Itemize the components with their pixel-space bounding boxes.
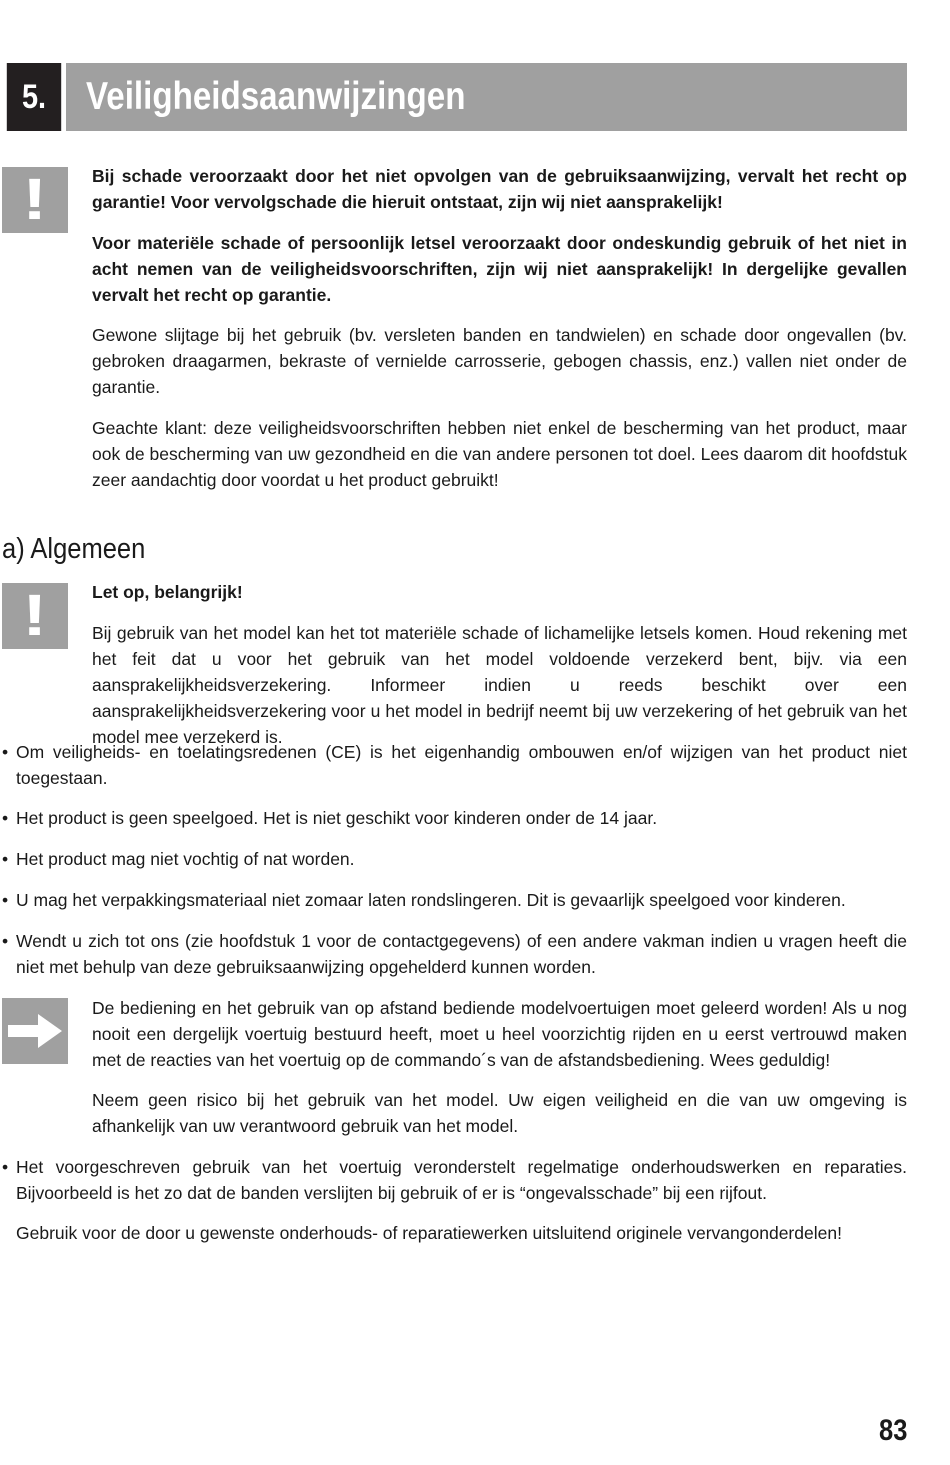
warning-box [2, 167, 68, 233]
list-item: • Het product is geen speelgoed. Het is niet geschikt voor kinderen onder de 14 jaar. [2, 808, 658, 828]
customer-paragraph: Geachte klant: deze veiligheidsvoorschriften hebben niet enkel de bescherming van het product, maar ook de bescherming van uw gezondheid en die van andere personen tot doel. Lees daarom dit hoofdstuk zeer aandachtig door voordat u het product gebruikt! [92, 418, 907, 490]
list-item: • Het voorgeschreven gebruik van het voertuig veronderstelt regelmatige onderhoudswerken en reparaties. Bijvoorbeeld is het zo dat de banden verslijten bij gebruik of er is “ongevalsschade” bij een rijfout. [2, 1157, 907, 1203]
section-header [2, 63, 907, 131]
exclamation-icon: ! [22, 167, 48, 232]
warning-paragraph-2: Voor materiële schade of persoonlijk letsel veroorzaakt door ondeskundig gebruik of het niet in acht nemen van de veiligheidsvoorschriften, zijn wij niet aansprakelijk! In dergelijke gevallen vervalt het recht op garantie. [92, 233, 907, 305]
list-item: • Het product mag niet vochtig of nat worden. [2, 849, 355, 869]
list-item: • Om veiligheids- en toelatingsredenen (CE) is het eigenhandig ombouwen en/of wijzigen van het product niet toegestaan. [2, 742, 907, 788]
wear-paragraph: Gewone slijtage bij het gebruik (bv. versleten banden en tandwielen) en schade door ongevallen (bv. gebroken draagarmen, bekraste of vernielde carrosserie, gebogen chassis, enz.) vallen niet onder de garantie. [92, 325, 907, 397]
note-box [2, 998, 68, 1064]
attention-label: Let op, belangrijk! [92, 582, 243, 602]
warning-paragraph-1: Bij schade veroorzaakt door het niet opvolgen van de gebruiksaanwijzing, vervalt het recht op garantie! Voor vervolgschade die hieruit ontstaat, zijn wij niet aansprakelijk! [92, 166, 907, 212]
exclamation-icon: ! [22, 583, 48, 648]
closing-paragraph: Gebruik voor de door u gewenste onderhouds- of reparatiewerken uitsluitend originele vervangonderdelen! [16, 1223, 842, 1243]
section-number: 5. [7, 63, 61, 131]
arrow-right-icon [8, 1014, 62, 1048]
warning-box [2, 583, 68, 649]
note-paragraph-2: Neem geen risico bij het gebruik van het model. Uw eigen veiligheid en die van uw omgeving is afhankelijk van uw verantwoord gebruik van het model. [92, 1090, 907, 1136]
section-title: Veiligheidsaanwijzingen [86, 75, 466, 118]
page-number: 83 [878, 1414, 907, 1447]
list-item: • Wendt u zich tot ons (zie hoofdstuk 1 voor de contactgegevens) of een andere vakman indien u vragen heeft die niet met behulp van deze gebruiksaanwijzing opgehelderd kunnen worden. [2, 931, 907, 977]
subsection-heading: a) Algemeen [2, 533, 146, 565]
list-item: • U mag het verpakkingsmateriaal niet zomaar laten rondslingeren. Dit is gevaarlijk speelgoed voor kinderen. [2, 890, 846, 910]
insurance-paragraph: Bij gebruik van het model kan het tot materiële schade of lichamelijke letsels komen. Houd rekening met het feit dat u voor het gebruik van het model voldoende verzekerd bent, bijv. via een aansprakelijkheidsverzekering. Informeer indien u reeds beschikt over een aansprakelijkheidsverzekering voor u het model in bedrijf neemt bij uw verzekering of het gebruik van het model mee verzekerd is. [92, 623, 907, 747]
note-paragraph-1: De bediening en het gebruik van op afstand bediende modelvoertuigen moet geleerd worden! Als u nog nooit een dergelijk voertuig bestuurd heeft, moet u heel voorzichtig rijden en u eerst vertrouwd maken met de reacties van het voertuig op de commando´s van de afstandsbediening. Wees geduldig! [92, 998, 907, 1070]
